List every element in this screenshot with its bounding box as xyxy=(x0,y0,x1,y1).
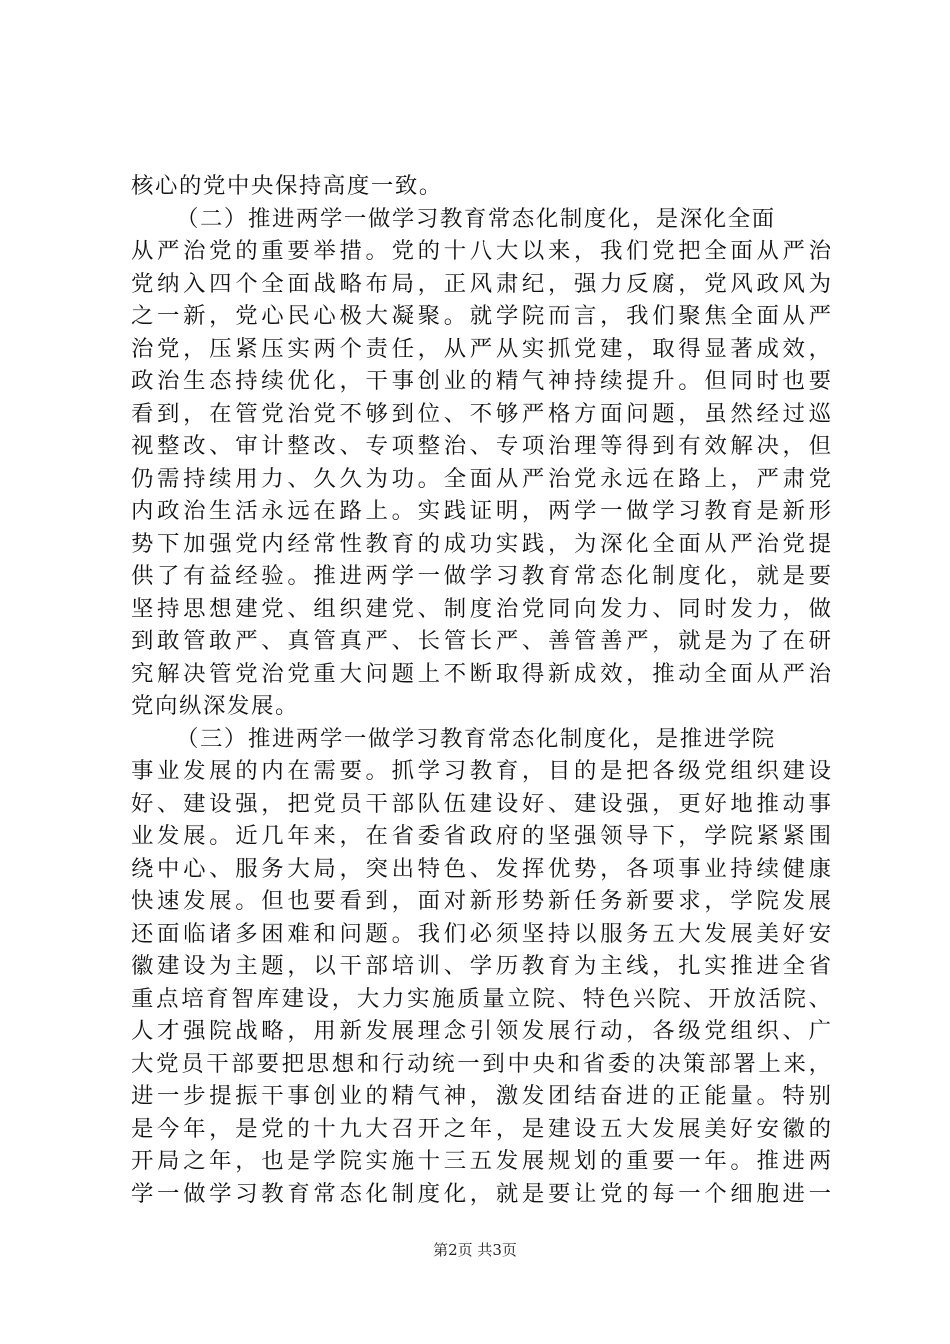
text-line: 徽建设为主题，以干部培训、学历教育为主线，扎实推进全省 xyxy=(131,953,831,979)
text-line: 事业发展的内在需要。抓学习教育，目的是把各级党组织建设 xyxy=(131,758,831,784)
text-line: 之一新，党心民心极大凝聚。就学院而言，我们聚焦全面从严 xyxy=(131,303,831,329)
text-line: 学一做学习教育常态化制度化，就是要让党的每一个细胞进一 xyxy=(131,1180,831,1207)
text-line: 坚持思想建党、组织建党、制度治党同向发力、同时发力，做 xyxy=(131,595,831,622)
text-line: 绕中心、服务大局，突出特色、发挥优势，各项事业持续健康 xyxy=(131,855,831,882)
text-line: 势下加强党内经常性教育的成功实践，为深化全面从严治党提 xyxy=(131,530,831,557)
text-line: 好、建设强，把党员干部队伍建设好、建设强，更好地推动事 xyxy=(131,790,831,817)
text-line-paragraph-start: （三）推进两学一做学习教育常态化制度化，是推进学院 xyxy=(176,725,776,752)
text-line: 大党员干部要把思想和行动统一到中央和省委的决策部署上来， xyxy=(131,1050,831,1077)
text-line: 业发展。近几年来，在省委省政府的坚强领导下，学院紧紧围 xyxy=(131,823,831,849)
text-line: 内政治生活永远在路上。实践证明，两学一做学习教育是新形 xyxy=(131,498,831,524)
text-line: 核心的党中央保持高度一致。 xyxy=(131,173,443,199)
text-line: 党向纵深发展。 xyxy=(131,693,299,719)
text-line: 党纳入四个全面战略布局，正风肃纪，强力反腐，党风政风为 xyxy=(131,270,831,297)
text-line: 快速发展。但也要看到，面对新形势新任务新要求，学院发展 xyxy=(131,888,831,914)
text-line: 是今年，是党的十九大召开之年，是建设五大发展美好安徽的 xyxy=(131,1115,831,1142)
text-line: 开局之年，也是学院实施十三五发展规划的重要一年。推进两 xyxy=(131,1148,831,1174)
text-line: 到敢管敢严、真管真严、长管长严、善管善严，就是为了在研 xyxy=(131,628,831,654)
text-line: 政治生态持续优化，干事创业的精气神持续提升。但同时也要 xyxy=(131,368,831,394)
document-body xyxy=(131,170,831,1210)
text-line: 看到，在管党治党不够到位、不够严格方面问题，虽然经过巡 xyxy=(131,400,831,427)
text-line: 重点培育智库建设，大力实施质量立院、特色兴院、开放活院、 xyxy=(131,985,831,1012)
text-line: 还面临诸多困难和问题。我们必须坚持以服务五大发展美好安 xyxy=(131,920,831,947)
text-line: 治党，压紧压实两个责任，从严从实抓党建，取得显著成效， xyxy=(131,335,831,362)
text-line: 视整改、审计整改、专项整治、专项治理等得到有效解决，但 xyxy=(131,433,831,459)
text-line-paragraph-start: （二）推进两学一做学习教育常态化制度化，是深化全面 xyxy=(176,205,776,232)
text-line: 从严治党的重要举措。党的十八大以来，我们党把全面从严治 xyxy=(131,238,831,264)
text-line: 究解决管党治党重大问题上不断取得新成效，推动全面从严治 xyxy=(131,660,831,687)
text-line: 人才强院战略，用新发展理念引领发展行动，各级党组织、广 xyxy=(131,1018,831,1044)
text-line: 仍需持续用力、久久为功。全面从严治党永远在路上，严肃党 xyxy=(131,465,831,492)
page-number-footer: 第2页 共3页 xyxy=(433,1241,517,1259)
text-line: 供了有益经验。推进两学一做学习教育常态化制度化，就是要 xyxy=(131,563,831,589)
text-line: 进一步提振干事创业的精气神，激发团结奋进的正能量。特别 xyxy=(131,1083,831,1109)
